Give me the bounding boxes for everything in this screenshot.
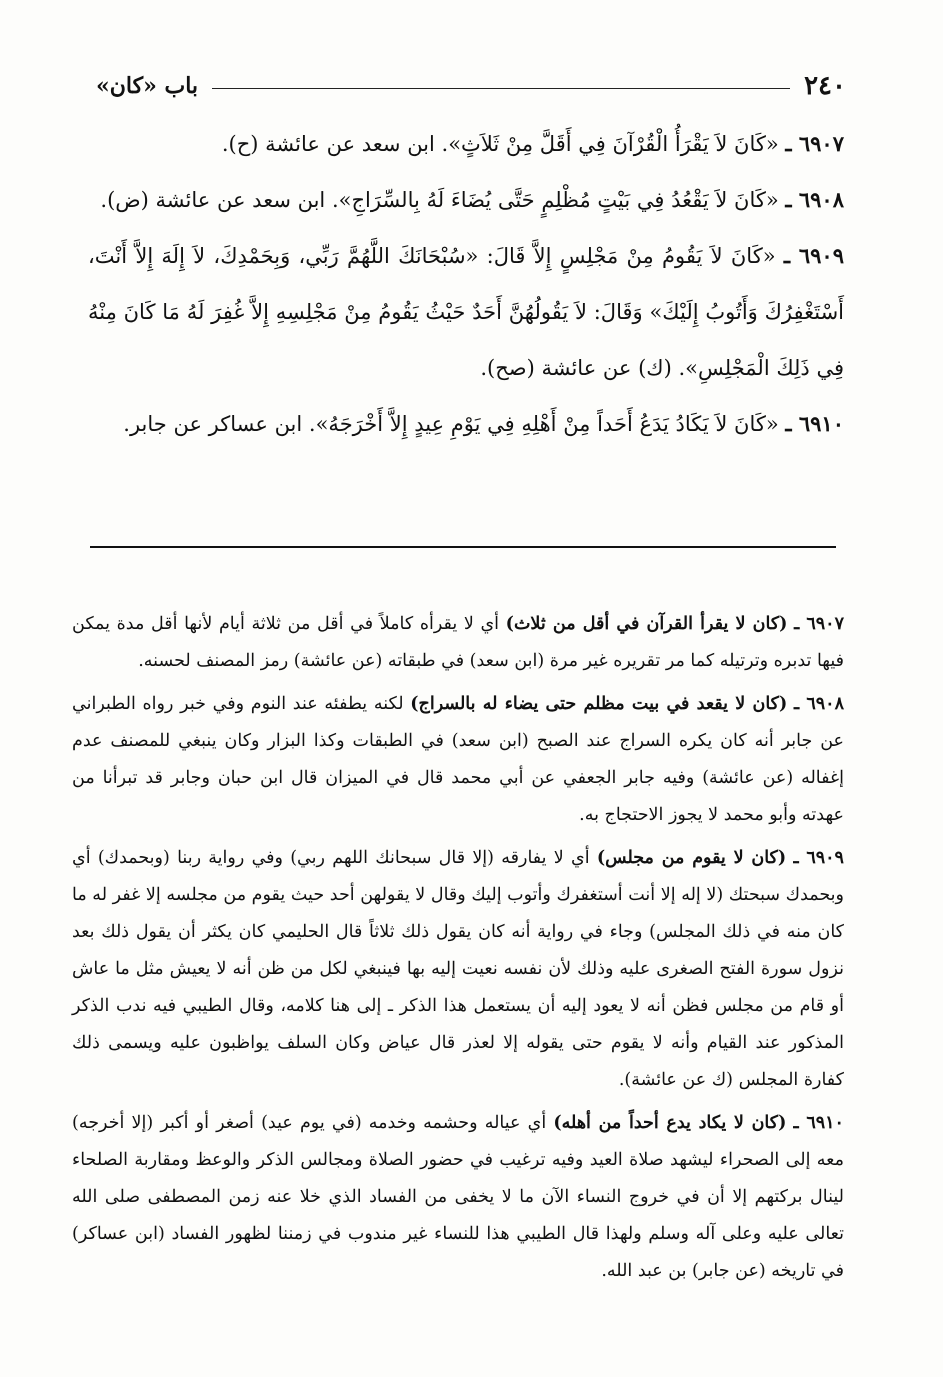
commentary-text: لكنه يطفئه عند النوم وفي خبر رواه الطبراني عن جابر أنه كان يكره السراج عند الصبح (ابن سعد) في الطبقات وكذا البزار وكان ينبغي للمصنف عدم إغفاله (عن عائشة) وفيه جابر الجعفي عن أبي محمد قال في الميزان قال ابن حبان وجابر قد تبرأنا من عهدته وأبو محمد لا يجوز الاحتجاج به. [72,694,844,825]
header-rule [212,88,790,89]
chapter-title: باب «كان» [96,73,199,99]
section-divider [90,546,836,548]
hadith-number: ٦٩٠٨ ـ [785,187,844,212]
commentary-number: ٦٩٠٧ ـ [794,614,844,634]
hadith-number: ٦٩٠٩ ـ [783,243,844,268]
hadith-text: «كَانَ لاَ يَقْرَأُ الْقُرْآنَ فِي أَقَلَّ مِنْ ثَلاَثٍ». ابن سعد عن عائشة (ح). [221,132,779,156]
hadith-text: «كَانَ لاَ يَقُومُ مِنْ مَجْلِسٍ إِلاَّ قَالَ: «سُبْحَانَكَ اللَّهُمَّ رَبِّي، وَبِحَمْدِكَ، لاَ إِلَهَ إِلاَّ أَنْتَ، أَسْتَغْفِرُكَ وَأَتُوبُ إِلَيْكَ» وَقَالَ: لاَ يَقُولُهُنَّ أَحَدٌ حَيْثُ يَقُومُ مِنْ مَجْلِسِهِ إِلاَّ غُفِرَ لَهُ مَا كَانَ مِنْهُ فِي ذَلِكَ الْمَجْلِسِ». (ك) عن عائشة (صح). [88,244,844,380]
hadith-text: «كَانَ لاَ يَقْعُدُ فِي بَيْتٍ مُظْلِمٍ حَتَّى يُضَاءَ لَهُ بِالسِّرَاجِ». ابن سعد عن عائشة (ض). [100,188,779,212]
hadith-number: ٦٩١٠ ـ [785,411,844,436]
commentary-number: ٦٩٠٩ ـ [793,848,844,868]
page-number: ٢٤٠ [804,71,846,101]
commentary-lead: (كان لا يقرأ القرآن في أقل من ثلاث) [505,614,788,634]
commentary-lead: (كان لا يقعد في بيت مظلم حتى يضاء له بالسراج) [410,694,788,714]
commentary-number: ٦٩٠٨ ـ [794,694,844,714]
commentary-text: أي لا يفارقه (إلا قال سبحانك اللهم ربي) وفي رواية ربنا (وبحمدك) أي وبحمدك سبحتك (لا إله إلا أنت أستغفرك وأتوب إليك وقال لا يقولهن أحد حيث يقوم من مجلسه إلا غفر له ما كان منه في ذلك المجلس) وجاء في رواية أنه كان يقول ذلك ثلاثاً قال الحليمي كان يكثر أن يقول ذلك بعد نزول سورة الفتح الصغرى عليه وذلك لأن نفسه نعيت إليه بها فينبغي لكل من ظن أنه لا يعيش مثل ما عاش أو قام من مجلس فظن أنه لا يعود إليه أن يستعمل هذا الذكر ـ إلى هنا كلامه، وقال الطيبي فيه ندب الذكر المذكور عند القيام وأنه لا يقوم حتى يقوله إلا لعذر قال عياض وكان السلف يواظبون عليه ويسمى ذلك كفارة المجلس (ك عن عائشة). [72,848,844,1090]
hadith-text: «كَانَ لاَ يَكَادُ يَدَعُ أَحَداً مِنْ أَهْلِهِ فِي يَوْمِ عِيدٍ إِلاَّ أَخْرَجَهُ». ابن عساكر عن جابر. [123,412,779,436]
commentary-entry [72,840,844,1099]
commentary-text: أي لا يقرأه كاملاً في أقل من ثلاثة أيام لأنها أقل مدة يمكن فيها تدبره وترتيله كما مر تقريره غير مرة (ابن سعد) في طبقاته (عن عائشة) رمز المصنف لحسنه. [72,614,844,671]
running-header [96,66,846,106]
commentary-entry [72,606,844,680]
commentary-entry [72,1105,844,1290]
hadith-entry [88,228,844,396]
commentary-entry [72,686,844,834]
commentary-lead: (كان لا يقوم من مجلس) [596,848,787,868]
commentary-text: أي عياله وحشمه وخدمه (في يوم عيد) أصغر أو أكبر (إلا أخرجه) معه إلى الصحراء ليشهد صلاة العيد وفيه ترغيب في حضور الصلاة ومجالس الذكر والوعظ ومقاربة الصلحاء لينال بركتهم إلا أن في خروج النساء الآن ما لا يخفى من الفساد الذي خلا عنه زمن المصطفى صلى الله تعالى عليه وعلى آله وسلم ولهذا قال الطيبي هذا للنساء غير مندوب في زمننا لظهور الفساد (ابن عساكر) في تاريخه (عن جابر) بن عبد الله. [72,1113,844,1281]
hadith-entry [88,172,844,228]
hadith-entry [88,396,844,452]
commentary-block [72,606,844,1296]
commentary-number: ٦٩١٠ ـ [793,1113,844,1133]
commentary-lead: (كان لا يكاد يدع أحداً من أهله) [553,1113,787,1133]
hadith-text-block [88,116,844,452]
hadith-number: ٦٩٠٧ ـ [785,131,844,156]
hadith-entry [88,116,844,172]
